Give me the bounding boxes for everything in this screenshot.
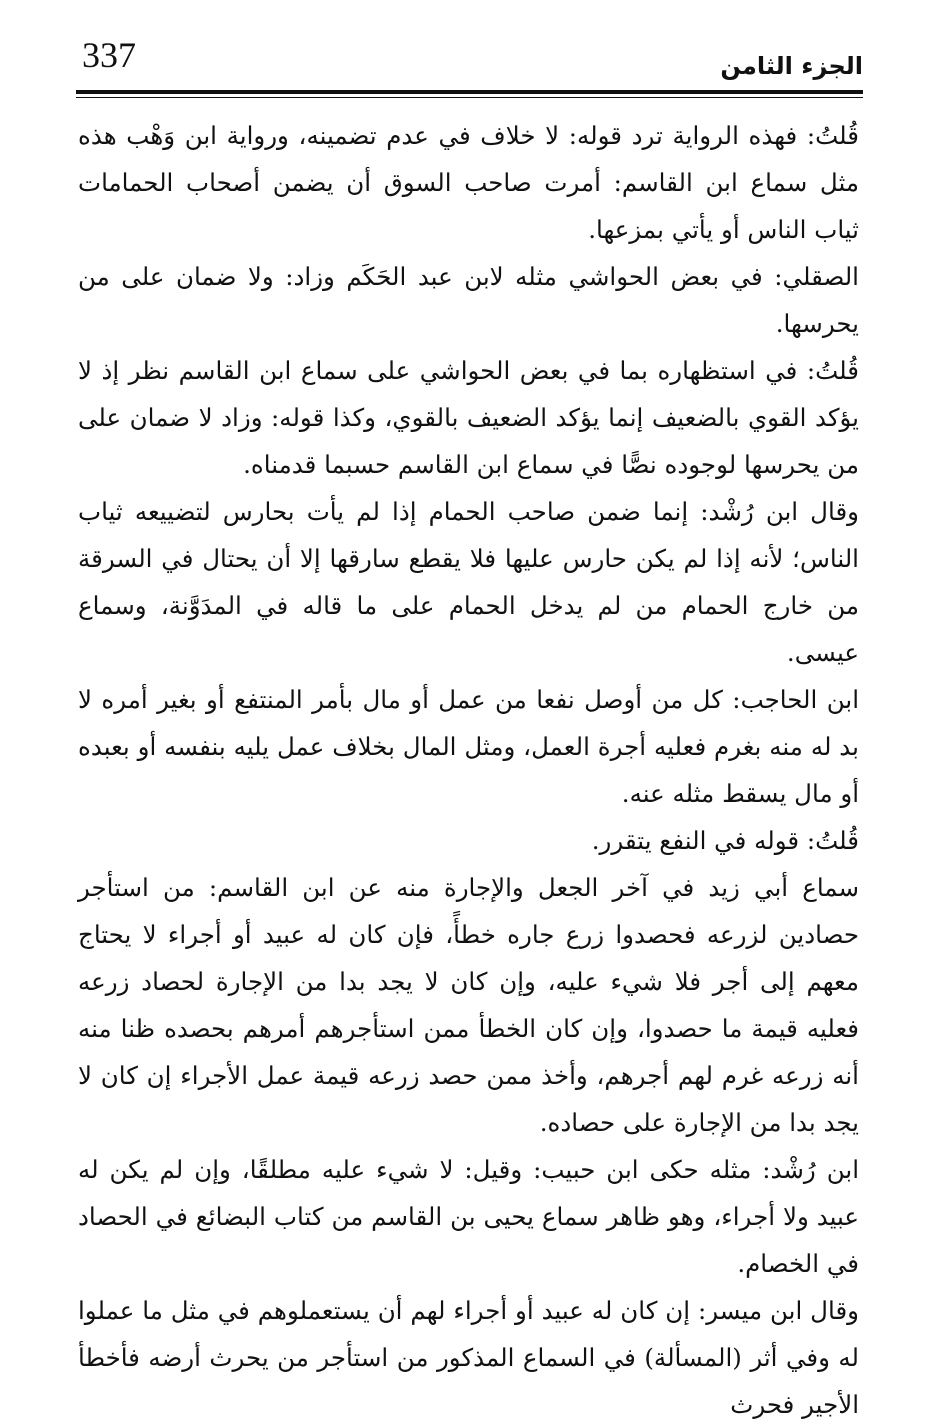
header-rule-thick — [76, 90, 863, 94]
paragraph: قُلتُ: قوله في النفع يتقرر. — [591, 826, 859, 855]
paragraph: وقال ابن ميسر: إن كان له عبيد أو أجراء لهم أن يستعملوهم في مثل ما عملوا له وفي أثر (المسألة) في السماع المذكور من استأجر من يحرث أرضه فأخطأ الأجير فحرث — [78, 1296, 859, 1419]
paragraph: وقال ابن رُشْد: إنما ضمن صاحب الحمام إذا لم يأت بحارس لتضييعه ثياب الناس؛ لأنه إذا لم يكن حارس عليها فلا يقطع سارقها إلا أن يحتال في السرقة من خارج الحمام من لم يدخل الحمام على ما قاله في المدَوَّنة، وسماع عيسى. — [78, 497, 859, 667]
paragraph: الصقلي: في بعض الحواشي مثله لابن عبد الحَكَم وزاد: ولا ضمان على من يحرسها. — [78, 262, 859, 338]
header-rule-thin — [76, 97, 863, 98]
page-header — [80, 28, 863, 92]
paragraph: ابن رُشْد: مثله حكى ابن حبيب: وقيل: لا شيء عليه مطلقًا، وإن لم يكن له عبيد ولا أجراء، وهو ظاهر سماع يحيى بن القاسم من كتاب البضائع في الحصاد في الخصام. — [78, 1155, 859, 1278]
part-title: الجزء الثامن — [720, 52, 863, 80]
paragraph: ابن الحاجب: كل من أوصل نفعا من عمل أو مال بأمر المنتفع أو بغير أمره لا بد له منه بغرم فعليه أجرة العمل، ومثل المال بخلاف عمل يليه بنفسه أو بعبده أو مال يسقط مثله عنه. — [78, 685, 859, 808]
paragraph: قُلتُ: في استظهاره بما في بعض الحواشي على سماع ابن القاسم نظر إذ لا يؤكد القوي بالضعيف إنما يؤكد الضعيف بالقوي، وكذا قوله: وزاد لا ضمان على من يحرسها لوجوده نصًّا في سماع ابن القاسم حسبما قدمناه. — [78, 356, 859, 479]
paragraph: قُلتُ: فهذه الرواية ترد قوله: لا خلاف في عدم تضمينه، ورواية ابن وَهْب هذه مثل سماع ابن القاسم: أمرت صاحب السوق أن يضمن أصحاب الحمامات ثياب الناس أو يأتي بمزعها. — [78, 121, 859, 244]
page-number: 337 — [82, 35, 136, 75]
page-body — [78, 112, 859, 1428]
paragraph: سماع أبي زيد في آخر الجعل والإجارة منه عن ابن القاسم: من استأجر حصادين لزرعه فحصدوا زرع جاره خطأً، فإن كان له عبيد أو أجراء لا يحتاج معهم إلى أجر فلا شيء عليه، وإن كان لا يجد بدا من الإجارة لحصاد زرعه فعليه قيمة ما حصدوا، وإن كان الخطأ ممن استأجرهم أمرهم بحصده ظنا منه أنه زرعه غرم لهم أجرهم، وأخذ ممن حصد زرعه قيمة عمل الأجراء إن كان لا يجد بدا من الإجارة على حصاده. — [78, 873, 859, 1137]
